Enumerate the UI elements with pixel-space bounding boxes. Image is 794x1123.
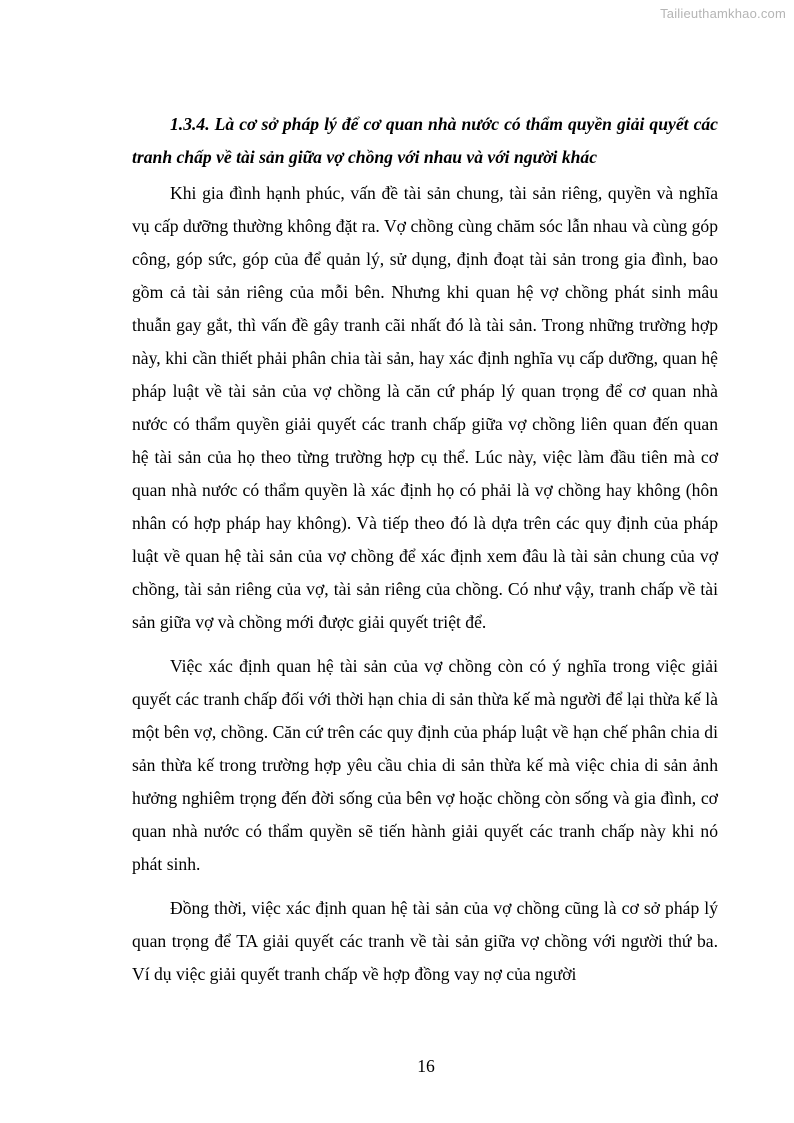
paragraph-2: Việc xác định quan hệ tài sản của vợ chồng còn có ý nghĩa trong việc giải quyết các tranh chấp đối với thời hạn chia di sản thừa kế mà người để lại thừa kế là một bên vợ, chồng. Căn cứ trên các quy định của pháp luật về hạn chế phân chia di sản thừa kế trong trường hợp yêu cầu chia di sản thừa kế mà việc chia di sản ảnh hưởng nghiêm trọng đến đời sống của bên vợ hoặc chồng còn sống và gia đình, cơ quan nhà nước có thẩm quyền sẽ tiến hành giải quyết các tranh chấp này khi nó phát sinh. (132, 656, 718, 874)
page-number: 16 (417, 1056, 435, 1076)
watermark-text: Tailieuthamkhao.com (660, 6, 786, 21)
section-heading: 1.3.4. Là cơ sở pháp lý để cơ quan nhà nước có thẩm quyền giải quyết các tranh chấp về tài sản giữa vợ chồng với nhau và với người khác (132, 114, 718, 167)
document-body (132, 108, 718, 1002)
paragraph-3: Đồng thời, việc xác định quan hệ tài sản của vợ chồng cũng là cơ sở pháp lý quan trọng để TA giải quyết các tranh về tài sản giữa vợ chồng với người thứ ba. Ví dụ việc giải quyết tranh chấp về hợp đồng vay nợ của người (132, 898, 718, 984)
paragraph-1: Khi gia đình hạnh phúc, vấn đề tài sản chung, tài sản riêng, quyền và nghĩa vụ cấp dưỡng thường không đặt ra. Vợ chồng cùng chăm sóc lẫn nhau và cùng góp công, góp sức, góp của để quản lý, sử dụng, định đoạt tài sản trong gia đình, bao gồm cả tài sản riêng của mỗi bên. Nhưng khi quan hệ vợ chồng phát sinh mâu thuẫn gay gắt, thì vấn đề gây tranh cãi nhất đó là tài sản. Trong những trường hợp này, khi cần thiết phải phân chia tài sản, hay xác định nghĩa vụ cấp dưỡng, quan hệ pháp luật về tài sản của vợ chồng là căn cứ pháp lý quan trọng để cơ quan nhà nước có thẩm quyền giải quyết các tranh chấp giữa vợ chồng liên quan đến quan hệ tài sản của họ theo từng trường hợp cụ thể. Lúc này, việc làm đầu tiên mà cơ quan nhà nước có thẩm quyền là xác định họ có phải là vợ chồng hay không (hôn nhân có hợp pháp hay không). Và tiếp theo đó là dựa trên các quy định của pháp luật về quan hệ tài sản của vợ chồng để xác định xem đâu là tài sản chung của vợ chồng, tài sản riêng của vợ, tài sản riêng của chồng. Có như vậy, tranh chấp về tài sản giữa vợ và chồng mới được giải quyết triệt để. (132, 183, 718, 632)
